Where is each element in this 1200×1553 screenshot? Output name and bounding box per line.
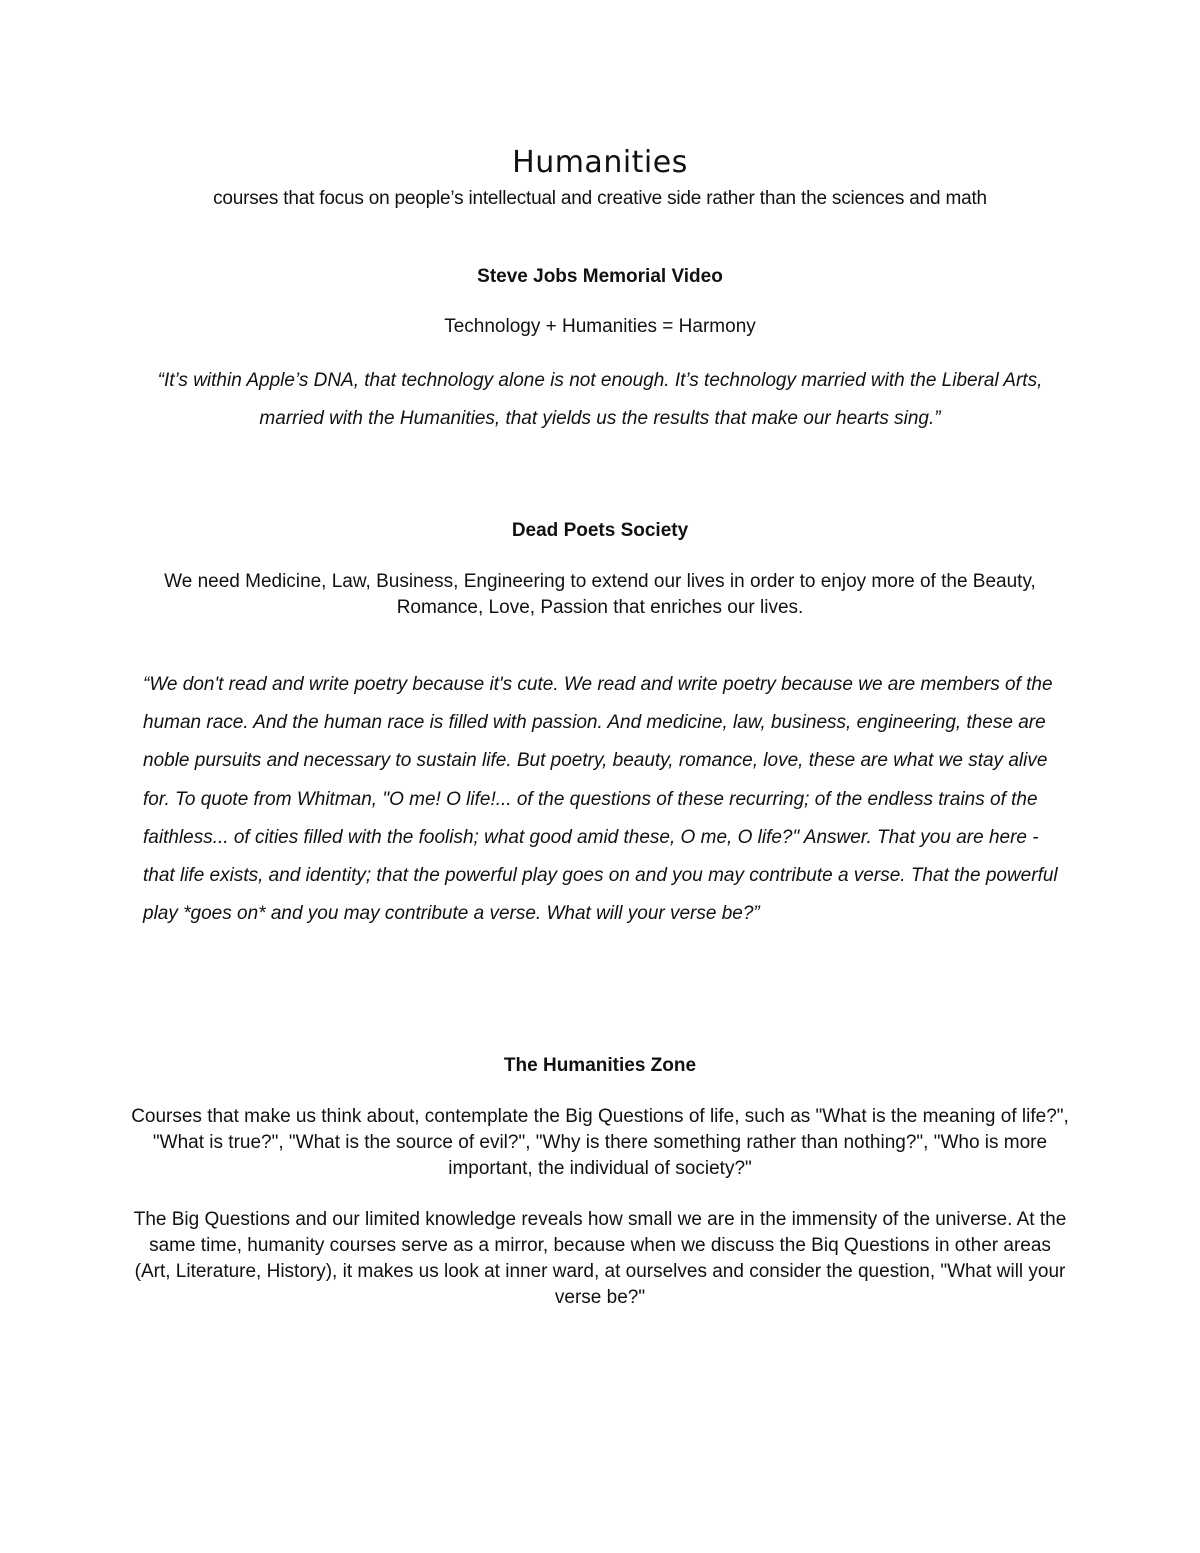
dead-poets-paragraph: We need Medicine, Law, Business, Engineering to extend our lives in order to enjoy more of the Beauty, Romance, Love, Passion that enriches our lives. — [164, 571, 1036, 618]
dead-poets-quote: “We don't read and write poetry because it's cute. We read and write poetry because we are members of the human race. And the human race is filled with passion. And medicine, law, business, engineering, these are noble pursuits and necessary to sustain life. But poetry, beauty, romance, love, these are what we stay alive for. To quote from Whitman, "O me! O life!... of the questions of these recurring; of the endless trains of the faithless... of cities filled with the foolish; what good amid these, O me, O life?" Answer. That you are here - that life exists, and identity; that the powerful play goes on and you may contribute a verse. That the powerful play *goes on* and you may contribute a verse. What will your verse be?” — [143, 674, 1058, 925]
document-subtitle: courses that focus on people’s intellectual and creative side rather than the sciences and math — [213, 188, 987, 209]
humanities-zone-paragraph-1: Courses that make us think about, contemplate the Big Questions of life, such as "What is the meaning of life?", "What is true?", "What is the source of evil?", "Why is there something rather than nothing?", "Who is more important, the individual of society?" — [131, 1106, 1069, 1179]
section-heading-steve-jobs: Steve Jobs Memorial Video — [477, 266, 723, 287]
section-heading-humanities-zone: The Humanities Zone — [503, 1055, 697, 1076]
harmony-equation: Technology + Humanities = Harmony — [444, 316, 756, 337]
humanities-zone-paragraph-2: The Big Questions and our limited knowledge reveals how small we are in the immensity of the universe. At the same time, humanity courses serve as a mirror, because when we discuss the Biq Questions in other areas (Art, Literature, History), it makes us look at inner ward, at ourselves and consider the question, "What will your verse be?" — [133, 1209, 1067, 1308]
section-heading-dead-poets: Dead Poets Society — [511, 520, 689, 541]
document-title: Humanities — [512, 145, 688, 180]
steve-jobs-quote: “It’s within Apple’s DNA, that technology alone is not enough. It’s technology married with the Liberal Arts, married with the Humanities, that yields us the results that make our hearts sing.” — [157, 370, 1043, 429]
